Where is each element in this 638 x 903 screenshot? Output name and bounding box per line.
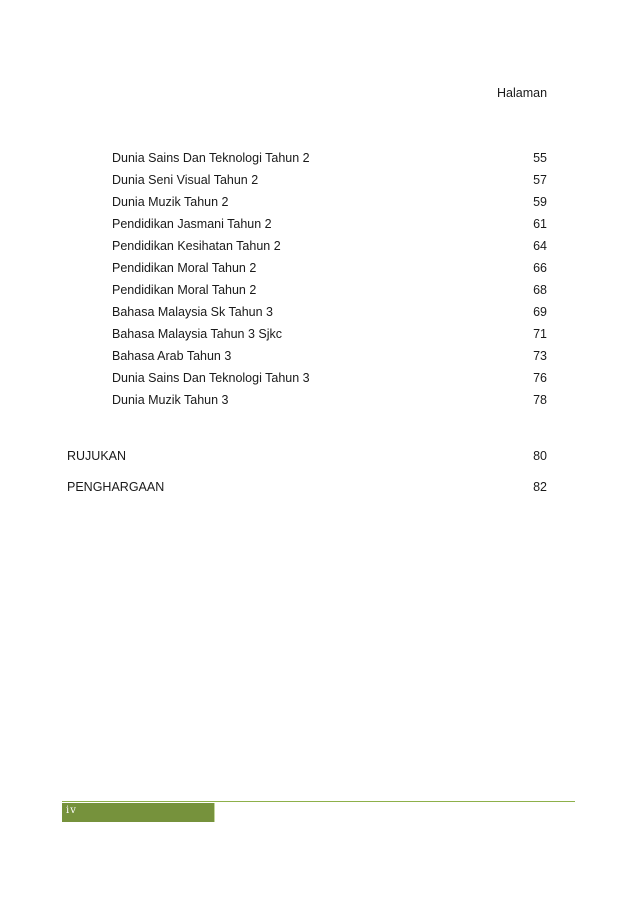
toc-entry-page: 71 — [533, 327, 547, 341]
toc-entry-title: Pendidikan Jasmani Tahun 2 — [112, 217, 272, 231]
toc-entry-title: Dunia Seni Visual Tahun 2 — [112, 173, 259, 187]
toc-entry[interactable] — [112, 238, 547, 260]
toc-entry-title: Pendidikan Moral Tahun 2 — [112, 261, 257, 275]
toc-entry[interactable] — [112, 370, 547, 392]
toc-subsection-list — [112, 150, 547, 414]
toc-entry[interactable] — [112, 304, 547, 326]
toc-entry-title: Pendidikan Moral Tahun 2 — [112, 283, 257, 297]
toc-entry[interactable] — [112, 150, 547, 172]
footer-page-number: iv — [66, 805, 77, 816]
toc-entry-title: RUJUKAN — [67, 449, 127, 463]
toc-entry-page: 78 — [533, 393, 547, 407]
toc-entry-title: Bahasa Arab Tahun 3 — [112, 349, 232, 363]
toc-entry-title: PENGHARGAAN — [67, 480, 165, 494]
toc-entry-page: 82 — [533, 480, 547, 494]
footer-separator — [214, 803, 215, 822]
toc-entry-title: Bahasa Malaysia Sk Tahun 3 — [112, 305, 273, 319]
toc-entry[interactable] — [112, 194, 547, 216]
toc-entry-page: 55 — [533, 151, 547, 165]
toc-entry-page: 73 — [533, 349, 547, 363]
toc-entry-title: Bahasa Malaysia Tahun 3 Sjkc — [112, 327, 283, 341]
toc-entry[interactable] — [112, 348, 547, 370]
toc-entry[interactable] — [112, 172, 547, 194]
toc-entry[interactable] — [112, 282, 547, 304]
toc-entry[interactable] — [112, 326, 547, 348]
footer-divider — [62, 801, 575, 802]
toc-entry-page: 57 — [533, 173, 547, 187]
toc-entry-page: 80 — [533, 449, 547, 463]
toc-entry-page: 66 — [533, 261, 547, 275]
toc-entry-title: Dunia Muzik Tahun 3 — [112, 393, 229, 407]
toc-entry-rujukan[interactable] — [67, 448, 547, 479]
toc-entry-page: 64 — [533, 239, 547, 253]
toc-entry-page: 76 — [533, 371, 547, 385]
toc-entry[interactable] — [112, 392, 547, 414]
toc-entry-page: 68 — [533, 283, 547, 297]
toc-entry-title: Dunia Muzik Tahun 2 — [112, 195, 229, 209]
toc-entry[interactable] — [112, 260, 547, 282]
toc-entry-title: Dunia Sains Dan Teknologi Tahun 2 — [112, 151, 310, 165]
toc-entry-title: Pendidikan Kesihatan Tahun 2 — [112, 239, 281, 253]
page-column-header: Halaman — [497, 86, 548, 100]
toc-entry[interactable] — [112, 216, 547, 238]
toc-entry-page: 69 — [533, 305, 547, 319]
toc-main-section-list — [67, 448, 547, 510]
toc-entry-page: 61 — [533, 217, 547, 231]
footer-accent-bar — [62, 803, 214, 822]
toc-entry-penghargaan[interactable] — [67, 479, 547, 510]
toc-entry-page: 59 — [533, 195, 547, 209]
toc-entry-title: Dunia Sains Dan Teknologi Tahun 3 — [112, 371, 310, 385]
